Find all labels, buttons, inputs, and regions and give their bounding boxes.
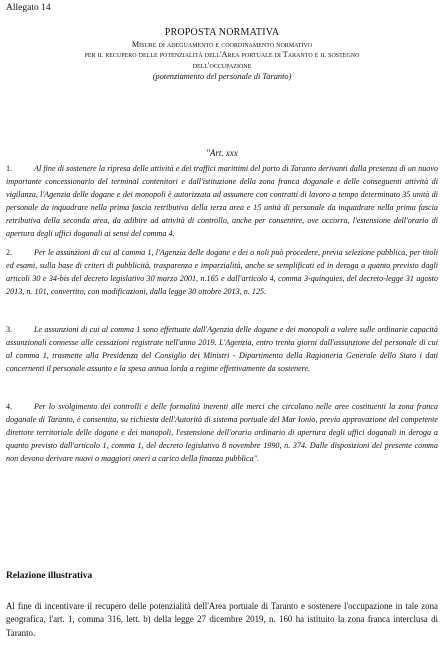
allegato-label: Allegato 14 [6, 3, 51, 13]
article-paragraph [6, 324, 438, 376]
article-paragraph [6, 163, 438, 240]
paragraph-number: 1. [6, 164, 13, 173]
paragraph-text: Le assunzioni di cui al comma 1 sono effettuate dall'Agenzia delle dogane e dei monopoli a valere sulle ordinarie capacità assunzionali connesse alle cessazioni registrate nell'anno 2019. L'Agenzia, entro trenta giorni dall'assunzione del personale di cui al comma 1, trasmette alla Presidenza del Consiglio dei Ministri - Dipartimento della Ragioneria Generale dello Stato i dati concernenti il personale assunto e la spesa annua lorda a regime effettivamente da sostenere. [6, 325, 438, 373]
paragraph-number: 3. [6, 325, 13, 334]
paragraph-number: 2. [6, 248, 13, 257]
paragraph-text: Per le assunzioni di cui al comma 1, l'Agenzia delle dogane e dei o noli può procedere, previa selezione pubblica, per titoli ed esami, sulla base di criteri di pubblicità, trasparenza e imparzialità, anche se semplificati ed in deroga a quanto previsto dagli articoli 30 e 34-bis del decreto legislativo 30 marzo 2001, n.165 e dall'articolo 4, comma 3-quinquies, del decreto-legge 31 agosto 2013, n. 101, convertito, con modificazioni, dalla legge 30 ottobre 2013, n. 125. [6, 248, 438, 296]
article-paragraph [6, 401, 438, 466]
article-heading: "Art. xxx [206, 148, 238, 158]
relazione-heading: Relazione illustrativa [6, 571, 93, 581]
document-title: PROPOSTA NORMATIVA [164, 27, 280, 38]
relazione-text: Al fine di incentivare il recupero delle potenzialità dell'Area portuale di Taranto e sostenere l'occupazione in tale zona geografica, l'art. 1, comma 316, lett. b) della legge 27 dicembre 2019, n. 160 ha istituito la zona franca interclusa di Taranto. [6, 601, 438, 638]
paragraph-number: 4. [6, 402, 13, 411]
subtitle-line: dell'occupazione [192, 60, 252, 70]
subtitle [0, 40, 444, 71]
paragraph-text: Al fine di sostenere la ripresa delle attività e dei traffici marittimi del porto di Taranto derivanti dalla presenza di un nuovo importante concessionario del terminal contenitori e dall'istituzione della zona franca doganale e delle conseguenti attività di vigilanza, l'Agenzia delle dogane e dei monopoli è autorizzata ad assumere con contratti di lavoro a tempo determinato 35 unità di personale da inquadrare nella prima fascia retributiva della terza area e 15 unità di personale da inquadrare nella prima fascia retributiva della seconda area, da adibire ad attività di controllo, anche per consentire, ove occorra, l'estensione dell'orario di apertura degli uffici doganali ai sensi del comma 4. [6, 164, 438, 238]
potenziamento-note: (potenziamento del personale di Taranto) [152, 72, 292, 82]
subtitle-line: Misure di adeguamento e coordinamento normativo [131, 40, 313, 49]
paragraph-text: Per lo svolgimento dei controlli e delle formalità inerenti alle merci che circolano nelle aree costituenti la zona franca doganale di Taranto, è consentita, su richiesta dell'Autorità di sistema portuale del Mar Ionio, previa approvazione del competente direttore territoriale delle dogane e dei monopoli, l'estensione dell'orario ordinario di apertura degli uffici doganali in deroga a quanto previsto dall'articolo 1, comma 1, del decreto legislativo 8 novembre 1990, n. 374. Dalle disposizioni del presente comma non devono derivare nuovi o maggiori oneri a carico della finanza pubblica". [6, 402, 438, 463]
title-block [0, 27, 444, 81]
subtitle-line: per il recupero delle potenzialità dell'Area portuale di Taranto e il sostegno [84, 50, 360, 60]
article-paragraph [6, 247, 438, 299]
